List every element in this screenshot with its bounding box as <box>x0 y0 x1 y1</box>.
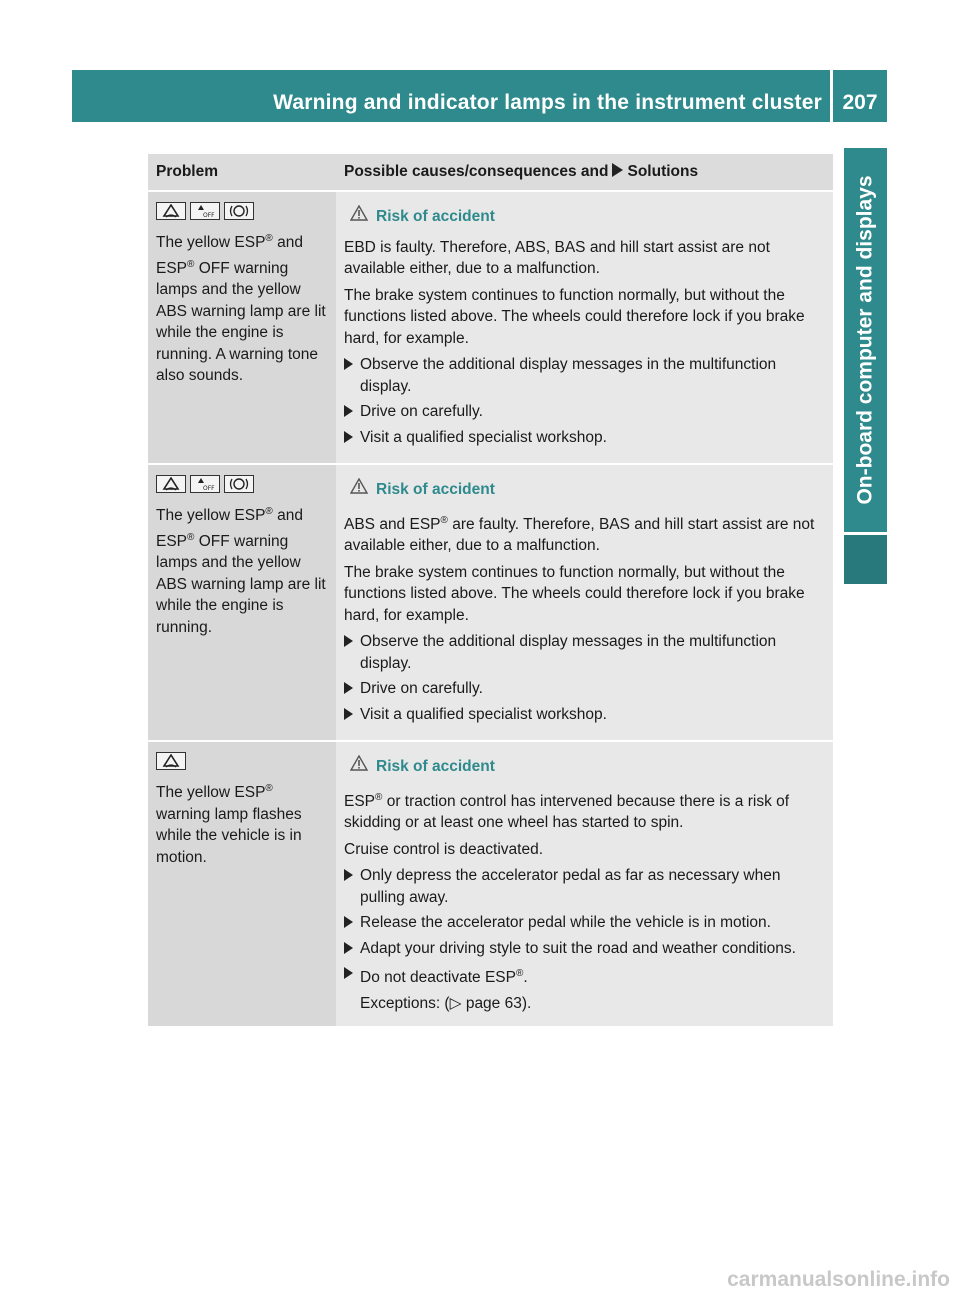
svg-text:OFF: OFF <box>203 485 215 491</box>
solution-cell <box>336 191 833 464</box>
table-header-row <box>148 154 833 191</box>
abs-icon <box>224 202 254 220</box>
problem-cell <box>148 464 336 741</box>
step-item: Release the accelerator pedal while the vehicle is in motion. <box>344 912 827 934</box>
exceptions-note: Exceptions: (▷ page 63). <box>360 994 532 1012</box>
step-item: Drive on carefully. <box>344 401 827 423</box>
esp-off-icon <box>190 202 220 220</box>
esp-icon <box>156 752 186 770</box>
step-arrow-icon <box>344 401 360 423</box>
problem-text: The yellow ESP® and ESP® OFF warning lamps and the yellow ABS warning lamp are lit while the engine is running. A warning tone also sounds. <box>156 233 326 385</box>
esp-icon <box>156 202 186 220</box>
solution-cell <box>336 464 833 741</box>
step-arrow-icon <box>344 427 360 449</box>
table-row <box>148 191 833 464</box>
paragraph: ABS and ESP® are faulty. Therefore, BAS and hill start assist are not available either, due to a malfunction. <box>344 514 815 555</box>
esp-icon <box>156 475 186 493</box>
problem-text: The yellow ESP® warning lamp flashes while the vehicle is in motion. <box>156 783 302 866</box>
step-item: Adapt your driving style to suit the road and weather conditions. <box>344 938 827 960</box>
footer-watermark: carmanualsonline.info <box>727 1268 950 1291</box>
step-item: Visit a qualified specialist workshop. <box>344 427 827 449</box>
paragraph: The brake system continues to function normally, but without the functions listed above. The wheels could therefore lock if you brake hard, for example. <box>344 286 805 347</box>
step-item: Observe the additional display messages in the multifunction display. <box>344 631 827 674</box>
step-arrow-icon <box>344 938 360 960</box>
step-item: Visit a qualified specialist workshop. <box>344 704 827 726</box>
step-arrow-icon <box>344 704 360 726</box>
col-header-solutions: Possible causes/consequences and Solutions <box>336 154 833 191</box>
arrow-right-icon <box>612 163 623 177</box>
step-item: Do not deactivate ESP®. <box>344 963 827 989</box>
side-tab-label: On-board computer and displays <box>853 175 877 505</box>
esp-off-icon <box>190 475 220 493</box>
step-arrow-icon <box>344 912 360 934</box>
paragraph: Cruise control is deactivated. <box>344 840 544 858</box>
solution-cell <box>336 741 833 1026</box>
step-arrow-icon <box>344 354 360 397</box>
problem-cell <box>148 191 336 464</box>
step-item: Drive on carefully. <box>344 678 827 700</box>
step-item: Only depress the accelerator pedal as far as necessary when pulling away. <box>344 865 827 908</box>
col-header-problem: Problem <box>148 154 336 191</box>
side-tab-label-wrap <box>844 148 887 532</box>
svg-text:OFF: OFF <box>203 212 215 218</box>
step-arrow-icon <box>344 963 360 989</box>
page-number: 207 <box>842 91 878 114</box>
table-row <box>148 464 833 741</box>
step-arrow-icon <box>344 678 360 700</box>
warning-title: Risk of accident <box>376 480 495 498</box>
abs-icon <box>224 475 254 493</box>
side-tab-marker <box>844 535 887 584</box>
step-arrow-icon <box>344 865 360 908</box>
warning-triangle-icon <box>350 205 368 228</box>
table-row <box>148 741 833 1026</box>
warning-title: Risk of accident <box>376 757 495 775</box>
problem-cell <box>148 741 336 1026</box>
paragraph: EBD is faulty. Therefore, ABS, BAS and hill start assist are not available either, due to a malfunction. <box>344 238 770 277</box>
warning-table <box>148 154 833 1026</box>
problem-text: The yellow ESP® and ESP® OFF warning lamps and the yellow ABS warning lamp are lit while the engine is running. <box>156 506 326 636</box>
step-arrow-icon <box>344 631 360 674</box>
warning-triangle-icon <box>350 755 368 778</box>
paragraph: The brake system continues to function normally, but without the functions listed above. The wheels could therefore lock if you brake hard, for example. <box>344 563 805 624</box>
page-title: Warning and indicator lamps in the instrument cluster <box>273 91 822 114</box>
step-item: Observe the additional display messages in the multifunction display. <box>344 354 827 397</box>
warning-title: Risk of accident <box>376 207 495 225</box>
paragraph: ESP® or traction control has intervened because there is a risk of skidding or at least one wheel has started to spin. <box>344 791 790 832</box>
warning-triangle-icon <box>350 478 368 501</box>
